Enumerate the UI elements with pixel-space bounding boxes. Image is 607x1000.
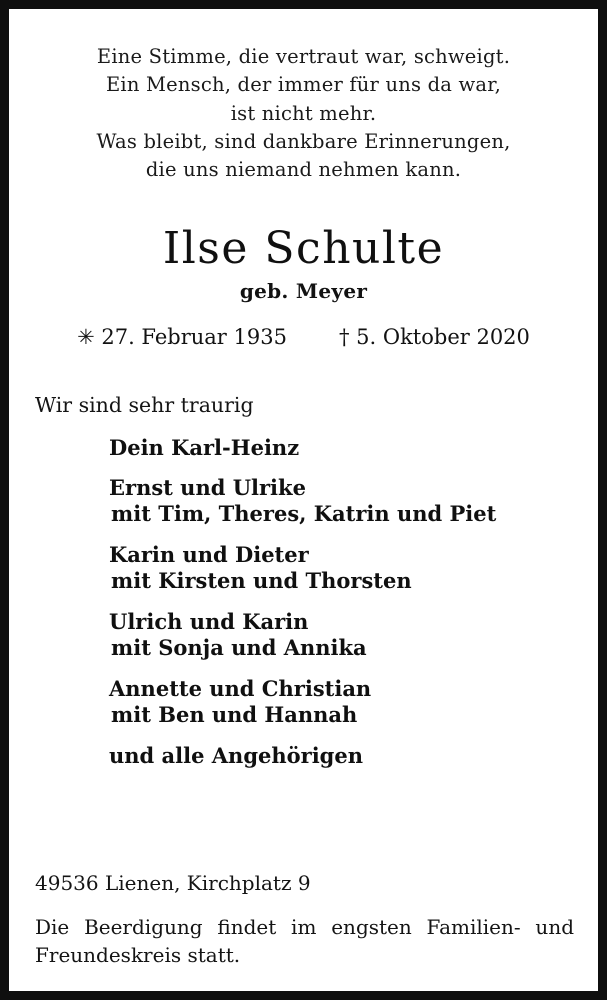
birth-date: ✳ 27. Februar 1935: [77, 324, 287, 349]
family-group: [109, 435, 574, 461]
family-list: [33, 435, 574, 770]
family-main: Ernst und Ulrike: [109, 474, 306, 500]
deceased-maiden-name: geb. Meyer: [239, 278, 368, 303]
poem-line: Was bleibt, sind dankbare Erinnerungen,: [96, 129, 511, 153]
family-main: Annette und Christian: [109, 675, 372, 701]
poem-line: ist nicht mehr.: [230, 101, 377, 125]
poem-line: Eine Stimme, die vertraut war, schweigt.: [96, 45, 511, 68]
family-group: [109, 676, 574, 729]
family-group: [109, 609, 574, 662]
address-line: 49536 Lienen, Kirchplatz 9: [35, 871, 311, 895]
family-sub: mit Kirsten und Thorsten: [111, 568, 412, 594]
deceased-name-block: [33, 223, 574, 303]
poem-line: die uns niemand nehmen kann.: [145, 158, 462, 182]
deceased-name: Ilse Schulte: [162, 223, 445, 275]
footer-block: [33, 869, 574, 973]
family-main: und alle Angehörigen: [109, 742, 363, 768]
poem-line: Ein Mensch, der immer für uns da war,: [105, 73, 502, 97]
family-group: [109, 542, 574, 595]
life-dates: [33, 325, 574, 349]
family-sub: mit Tim, Theres, Katrin und Piet: [111, 501, 497, 527]
family-group: [109, 743, 574, 769]
mourning-intro: Wir sind sehr traurig: [35, 392, 254, 417]
family-group: [109, 475, 574, 528]
family-main: Ulrich und Karin: [109, 608, 309, 634]
funeral-note: Die Beerdigung findet im engsten Familien- und Freundeskreis statt.: [35, 915, 574, 967]
death-date: † 5. Oktober 2020: [338, 324, 530, 349]
poem-block: [33, 43, 574, 184]
family-main: Karin und Dieter: [109, 541, 309, 567]
family-main: Dein Karl-Heinz: [109, 434, 300, 460]
family-sub: mit Ben und Hannah: [111, 702, 358, 728]
family-sub: mit Sonja und Annika: [111, 635, 367, 661]
